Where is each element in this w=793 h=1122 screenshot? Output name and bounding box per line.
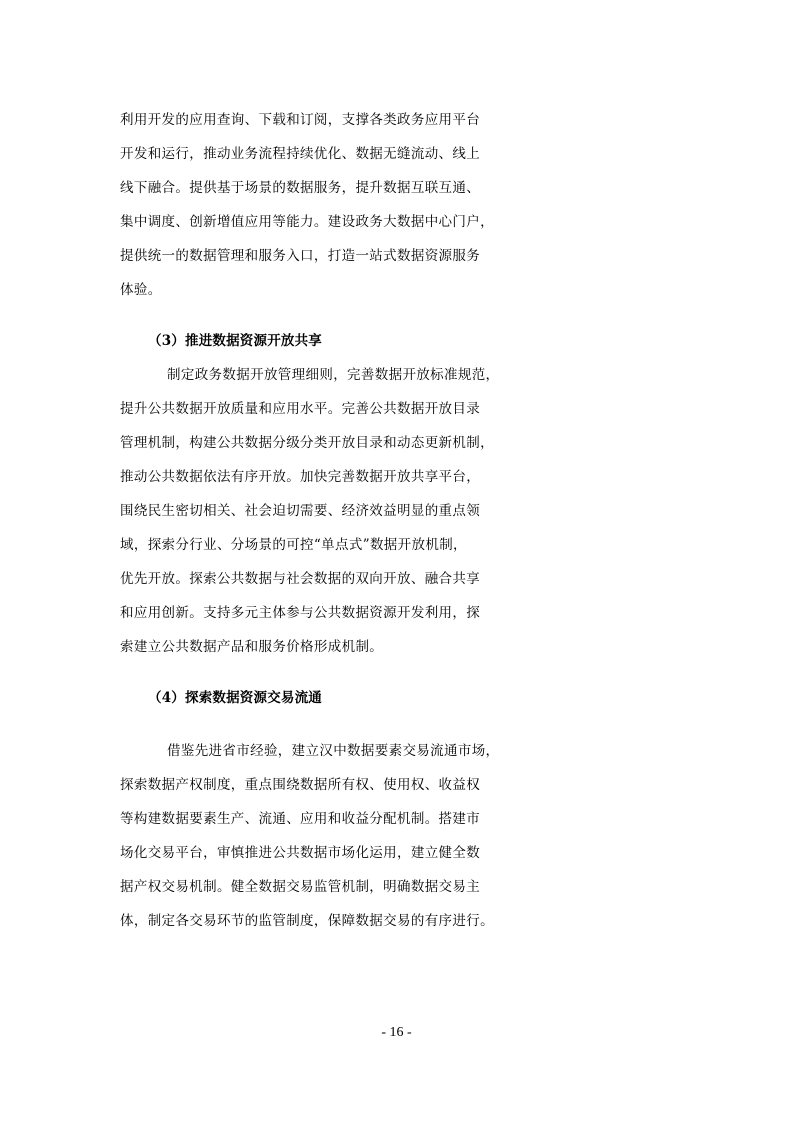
text-line: 场化交易平台，审慎推进公共数据市场化运用，建立健全数 [120, 845, 481, 861]
text-line: 集中调度、创新增值应用等能力。建设政务大数据中心门户， [120, 214, 494, 230]
text-line: 围绕民生密切相关、社会迫切需要、经济效益明显的重点领 [120, 503, 481, 519]
text-line: 开发和运行，推动业务流程持续优化、数据无缝流动、线上 [120, 146, 481, 162]
text-line: 和应用创新。支持多元主体参与公共数据资源开发利用，探 [120, 605, 481, 621]
text-line: 体验。 [120, 282, 162, 298]
text-line: 推动公共数据依法有序开放。加快完善数据开放共享平台， [120, 469, 481, 485]
text-line: 提升公共数据开放质量和应用水平。完善公共数据开放目录 [120, 401, 481, 417]
section-heading-3: （3）推进数据资源开放共享 [148, 333, 322, 349]
text-line: 域，探索分行业、分场景的可控“单点式”数据开放机制， [120, 537, 467, 553]
text-line: 线下融合。提供基于场景的数据服务，提升数据互联互通、 [120, 180, 481, 196]
text-line: 优先开放。探索公共数据与社会数据的双向开放、融合共享 [120, 571, 481, 587]
page-number: - 16 - [381, 1025, 412, 1040]
text-line: 等构建数据要素生产、流通、应用和收益分配机制。搭建市 [120, 811, 481, 827]
text-line: 探索数据产权制度，重点围绕数据所有权、使用权、收益权 [120, 777, 481, 793]
text-line: 管理机制，构建公共数据分级分类开放目录和动态更新机制， [120, 435, 494, 451]
text-line: 提供统一的数据管理和服务入口，打造一站式数据资源服务 [120, 248, 481, 264]
text-line: 据产权交易机制。健全数据交易监管机制，明确数据交易主 [120, 879, 481, 895]
text-line: 体，制定各交易环节的监管制度，保障数据交易的有序进行。 [120, 913, 494, 929]
section-heading-4: （4）探索数据资源交易流通 [148, 690, 322, 706]
paragraph-first-line: 制定政务数据开放管理细则，完善数据开放标准规范， [167, 367, 500, 383]
paragraph-first-line: 借鉴先进省市经验，建立汉中数据要素交易流通市场， [167, 743, 500, 759]
text-line: 利用开发的应用查询、下载和订阅，支撑各类政务应用平台 [120, 112, 481, 128]
text-line: 索建立公共数据产品和服务价格形成机制。 [120, 639, 384, 655]
